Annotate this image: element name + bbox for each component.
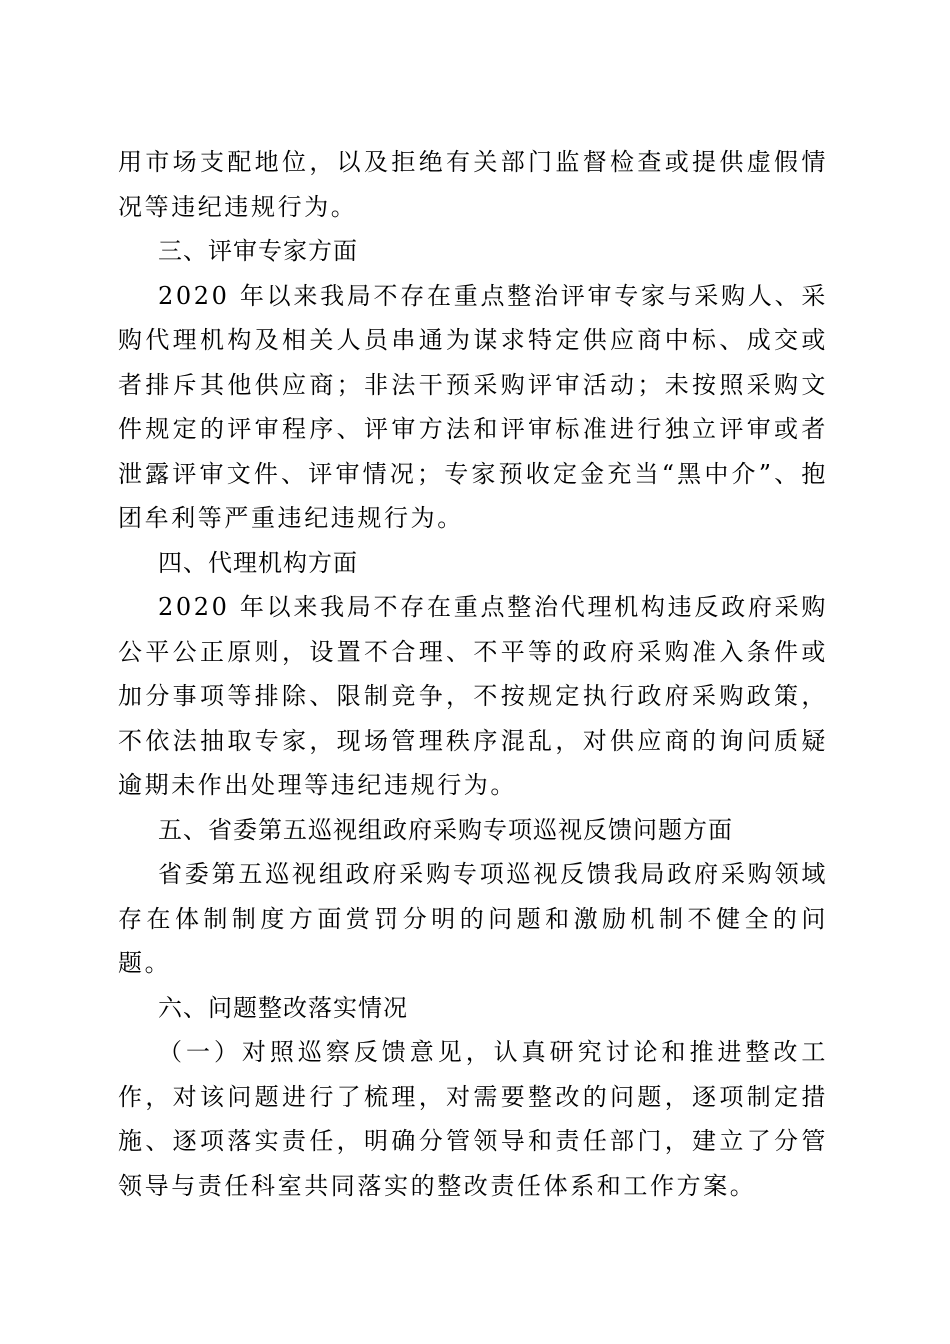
paragraph-review-experts: 2020 年以来我局不存在重点整治评审专家与采购人、采购代理机构及相关人员串通为谋求特定供应商中标、成交或者排斥其他供应商；非法干预采购评审活动；未按照采购文件规定的评审程序、评审方法和评审标准进行独立评审或者泄露评审文件、评审情况；专家预收定金充当“黑中介”、抱团牟利等严重违纪违规行为。 bbox=[118, 281, 828, 532]
heading-inspection-feedback: 五、省委第五巡视组政府采购专项巡视反馈问题方面 bbox=[158, 815, 733, 844]
paragraph-agency: 2020 年以来我局不存在重点整治代理机构违反政府采购公平公正原则，设置不合理、不平等的政府采购准入条件或加分事项等排除、限制竞争，不按规定执行政府采购政策，不依法抽取专家，现场管理秩序混乱，对供应商的询问质疑逾期未作出处理等违纪违规行为。 bbox=[118, 593, 828, 799]
paragraph-market-dominance: 用市场支配地位，以及拒绝有关部门监督检查或提供虚假情况等违纪违规行为。 bbox=[118, 148, 828, 221]
heading-agency: 四、代理机构方面 bbox=[158, 548, 358, 577]
paragraph-inspection-feedback: 省委第五巡视组政府采购专项巡视反馈我局政府采购领域存在体制制度方面赏罚分明的问题和激励机制不健全的问题。 bbox=[118, 860, 828, 977]
paragraph-rectification: （一）对照巡察反馈意见，认真研究讨论和推进整改工作，对该问题进行了梳理，对需要整改的问题，逐项制定措施、逐项落实责任，明确分管领导和责任部门，建立了分管领导与责任科室共同落实的整改责任体系和工作方案。 bbox=[118, 1038, 828, 1200]
heading-review-experts: 三、评审专家方面 bbox=[158, 237, 358, 265]
heading-rectification: 六、问题整改落实情况 bbox=[158, 993, 408, 1022]
document-page bbox=[118, 140, 828, 1208]
